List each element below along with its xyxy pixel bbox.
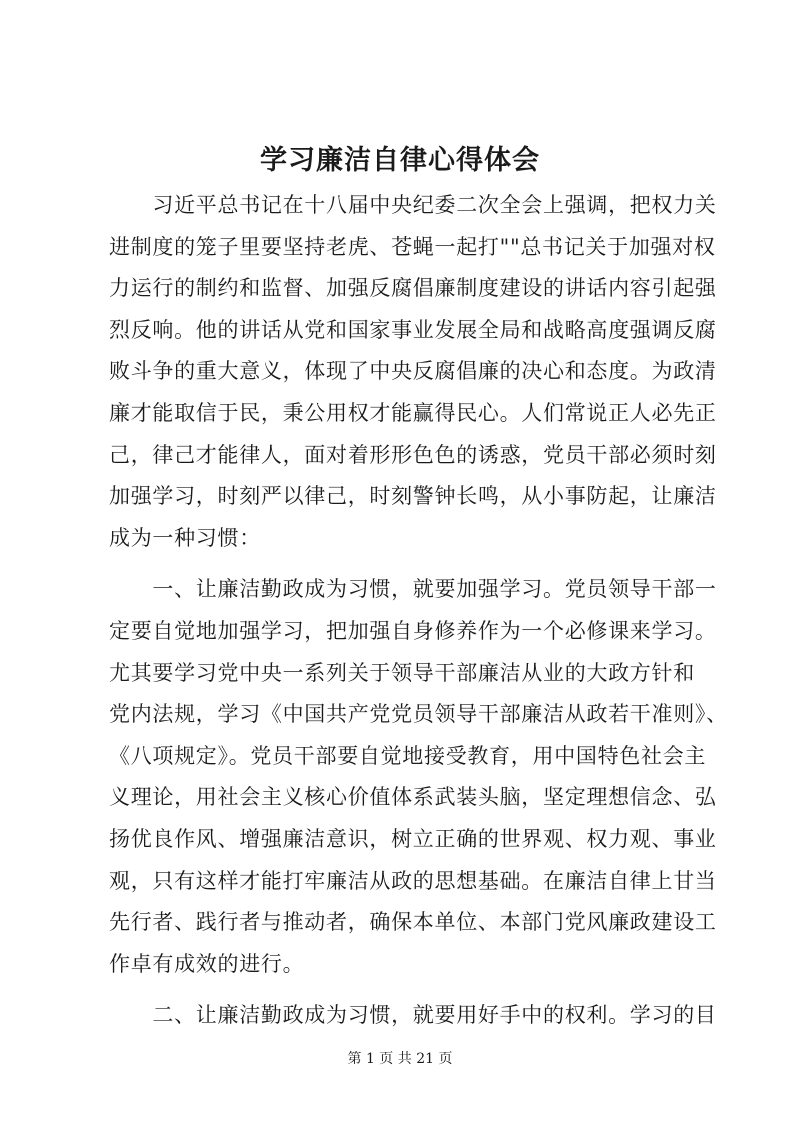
text-line: 习近平总书记在十八届中央纪委二次全会上强调，把权力关	[109, 193, 717, 217]
paragraph-point-two	[109, 995, 717, 1037]
text-line: 己，律己才能律人，面对着形形色色的诱惑，党员干部必须时刻	[109, 442, 717, 467]
text-line: 烈反响。他的讲话从党和国家事业发展全局和战略高度强调反腐	[109, 317, 717, 342]
text-line: 廉才能取信于民，秉公用权才能赢得民心。人们常说正人必先正	[109, 400, 717, 425]
text-line: 定要自觉地加强学习，把加强自身修养作为一个必修课来学习。	[109, 618, 717, 643]
paragraph-point-one	[109, 569, 728, 985]
text-line: 党内法规，学习《中国共产党党员领导干部廉洁从政若干准则》、	[109, 702, 728, 727]
text-line: 一、让廉洁勤政成为习惯，就要加强学习。党员领导干部一	[109, 577, 717, 602]
text-line: 二、让廉洁勤政成为习惯，就要用好手中的权利。学习的目	[109, 1003, 717, 1028]
text-line: 进制度的笼子里要坚持老虎、苍蝇一起打""总书记关于加强对权	[109, 234, 716, 259]
text-line: 义理论，用社会主义核心价值体系武装头脑，坚定理想信念、弘	[109, 785, 717, 810]
page-number-footer: 第 1 页 共 21 页	[347, 1051, 453, 1067]
text-line: 成为一种习惯：	[109, 525, 261, 550]
text-line: 先行者、践行者与推动者，确保本单位、本部门党风廉政建设工	[109, 910, 717, 935]
text-line: 败斗争的重大意义，体现了中央反腐倡廉的决心和态度。为政清	[109, 359, 717, 384]
text-line: 作卓有成效的进行。	[109, 951, 305, 976]
text-line: 《八项规定》。党员干部要自觉地接受教育，用中国特色社会主	[109, 743, 707, 768]
document-title: 学习廉洁自律心得体会	[260, 145, 540, 176]
text-line: 尤其要学习党中央一系列关于领导干部廉洁从业的大政方针和	[109, 660, 695, 685]
text-line: 力运行的制约和监督、加强反腐倡廉制度建设的讲话内容引起强	[109, 276, 717, 301]
text-line: 观，只有这样才能打牢廉洁从政的思想基础。在廉洁自律上甘当	[109, 868, 717, 893]
text-line: 扬优良作风、增强廉洁意识，树立正确的世界观、权力观、事业	[109, 826, 717, 851]
paragraph-intro	[109, 185, 717, 559]
text-line: 加强学习，时刻严以律己，时刻警钟长鸣，从小事防起，让廉洁	[109, 484, 717, 509]
document-body	[109, 185, 728, 1037]
